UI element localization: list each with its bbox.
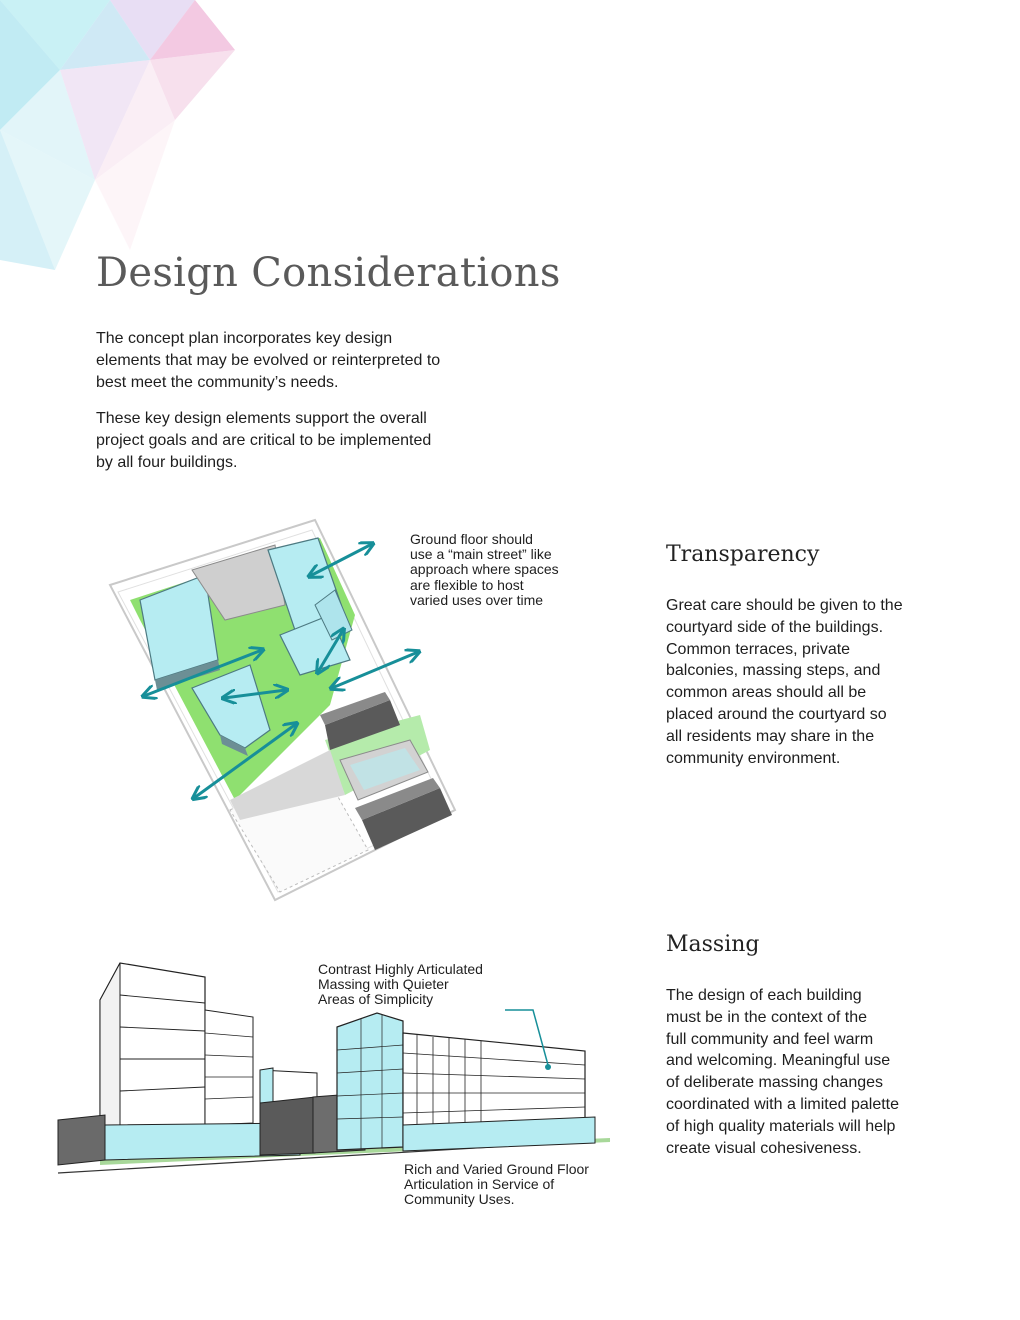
glass-tower — [337, 1013, 403, 1150]
intro-line: project goals and are critical to be implemented — [96, 432, 432, 449]
intro-paragraph-2 — [96, 408, 516, 474]
body-line: full community and feel warm — [666, 1030, 874, 1048]
callout-line: are flexible to host — [410, 576, 524, 593]
callout-line: Rich and Varied Ground Floor — [404, 1161, 589, 1177]
intro-paragraph-1 — [96, 328, 516, 394]
body-line: common areas should all be — [666, 684, 867, 702]
body-line: courtyard side of the buildings. — [666, 618, 884, 636]
transparency-body — [666, 595, 926, 769]
body-line: of deliberate massing changes — [666, 1074, 884, 1092]
callout-line: Massing with Quieter — [318, 976, 449, 993]
body-line: Common terraces, private — [666, 640, 851, 658]
intro-line: The concept plan incorporates key design — [96, 330, 393, 347]
massing-section — [666, 932, 936, 1159]
body-line: and welcoming. Meaningful use — [666, 1052, 891, 1070]
massing-callout-bottom — [404, 1162, 589, 1208]
callout-line: Ground floor should — [410, 531, 533, 547]
body-line: The design of each building — [666, 987, 862, 1004]
body-line: create visual cohesiveness. — [666, 1139, 862, 1157]
intro-line: best meet the community’s needs. — [96, 374, 339, 391]
body-line: Great care should be given to the — [666, 597, 903, 614]
callout-line: Community Uses. — [404, 1191, 515, 1208]
body-line: of high quality materials will help — [666, 1117, 896, 1135]
callout-line: Areas of Simplicity — [318, 991, 434, 1008]
body-line: placed around the courtyard so — [666, 705, 887, 723]
intro-line: elements that may be evolved or reinterpreted to — [96, 352, 441, 369]
body-line: must be in the context of the — [666, 1008, 868, 1026]
body-line: coordinated with a limited palette — [666, 1095, 900, 1113]
callout-line: varied uses over time — [410, 591, 544, 608]
intro-line: by all four buildings. — [96, 454, 238, 471]
massing-callout-top — [318, 962, 483, 1008]
callout-line: use a “main street” like — [410, 546, 552, 563]
body-line: all residents may share in the — [666, 727, 875, 745]
callout-line: Articulation in Service of — [404, 1176, 555, 1193]
body-line: community environment. — [666, 749, 841, 767]
callout-line: approach where spaces — [410, 561, 559, 578]
intro-line: These key design elements support the overall — [96, 410, 427, 427]
site-plan-diagram — [100, 510, 460, 910]
dark-block-mid — [260, 1097, 315, 1155]
intro — [96, 328, 516, 474]
transparency-section — [666, 542, 926, 769]
massing-body — [666, 985, 936, 1159]
decorative-triangles — [0, 0, 240, 280]
body-line: balconies, massing steps, and — [666, 662, 881, 680]
massing-heading: Massing — [666, 932, 760, 957]
transparency-heading: Transparency — [666, 542, 820, 567]
callout-line: Contrast Highly Articulated — [318, 961, 483, 977]
dark-block-left — [58, 1115, 105, 1165]
ground-floor-callout — [410, 532, 559, 608]
page-title: Design Considerations — [96, 250, 561, 296]
